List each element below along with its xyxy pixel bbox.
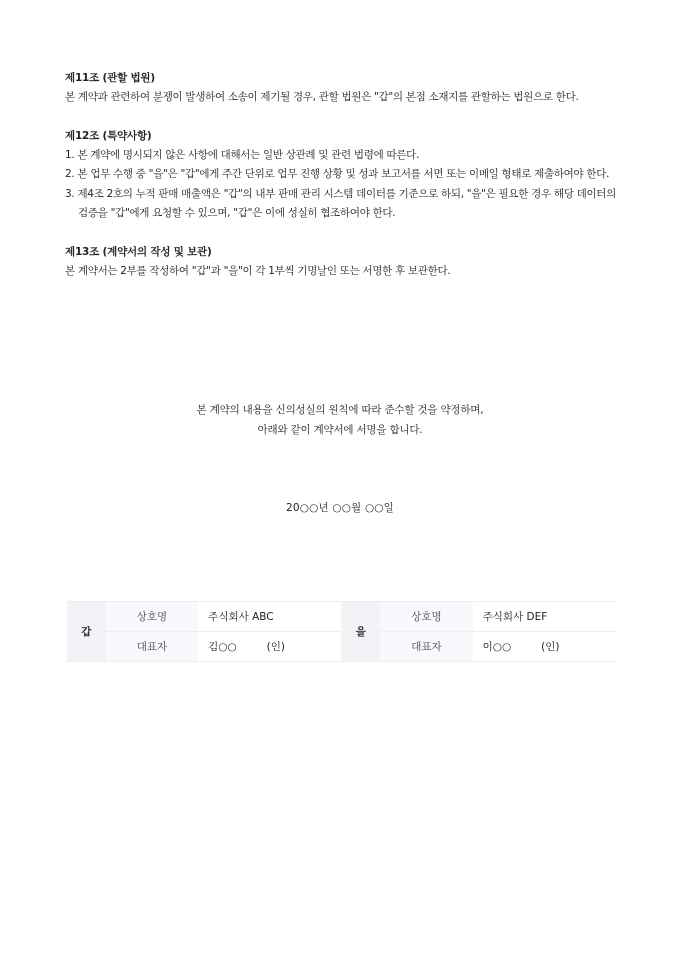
party-b-label: 을 [341, 602, 380, 662]
party-b-rep: 이○○ [482, 641, 512, 653]
list-item: 2. 본 업무 수행 중 "을"은 "갑"에게 주간 단위로 업무 진행 상황 및 성과 보고서를 서면 또는 이메일 형태로 제출하여야 한다. [65, 168, 610, 180]
table-row [67, 602, 616, 632]
party-b-company-label: 상호명 [380, 602, 472, 632]
party-a-label: 갑 [67, 602, 106, 662]
party-b-company: 주식회사 DEF [473, 602, 616, 632]
party-a-company: 주식회사 ABC [198, 602, 341, 632]
signature-table [67, 601, 616, 662]
closing-line: 본 계약의 내용을 신의성실의 원칙에 따라 준수할 것을 약정하며, [196, 404, 484, 416]
list-item: 3. 제4조 2호의 누적 판매 매출액은 "갑"의 내부 판매 관리 시스템 데이터를 기준으로 하되, "을"은 필요한 경우 해당 데이터의 검증을 "갑"에게 요청할 수 있으며, "갑"은 이에 성실히 협조하여야 한다. [65, 187, 616, 219]
list-item: 1. 본 계약에 명시되지 않은 사항에 대해서는 일반 상관례 및 관련 법령에 따른다. [65, 148, 420, 161]
special-terms-list [65, 146, 616, 224]
party-a-company-label: 상호명 [106, 602, 198, 632]
article-12 [65, 126, 616, 224]
article-body: 본 계약서는 2부를 작성하여 "갑"과 "을"이 각 1부씩 기명날인 또는 서명한 후 보관한다. [65, 264, 451, 277]
party-a-rep: 김○○ [208, 641, 237, 653]
article-title: 제13조 (계약서의 작성 및 보관) [65, 245, 212, 258]
article-13 [65, 242, 616, 282]
contract-page [65, 68, 616, 299]
closing-line: 아래와 같이 계약서에 서명을 합니다. [257, 423, 423, 436]
article-body: 본 계약과 관련하여 분쟁이 발생하여 소송이 제기될 경우, 관할 법원은 "갑"의 본점 소재지를 관할하는 법원으로 한다. [65, 91, 579, 103]
party-a-rep-label: 대표자 [106, 632, 198, 662]
party-b-rep-label: 대표자 [380, 632, 472, 662]
closing-statement [0, 401, 680, 440]
contract-date: 20○○년 ○○월 ○○일 [285, 502, 395, 514]
article-11 [65, 68, 616, 108]
party-a-seal: (인) [266, 641, 285, 653]
article-title: 제12조 (특약사항) [65, 129, 152, 142]
party-a-rep-cell [198, 632, 341, 662]
party-b-rep-cell [473, 632, 616, 662]
article-title: 제11조 (관할 법원) [65, 72, 155, 84]
party-b-seal: (인) [541, 641, 560, 653]
